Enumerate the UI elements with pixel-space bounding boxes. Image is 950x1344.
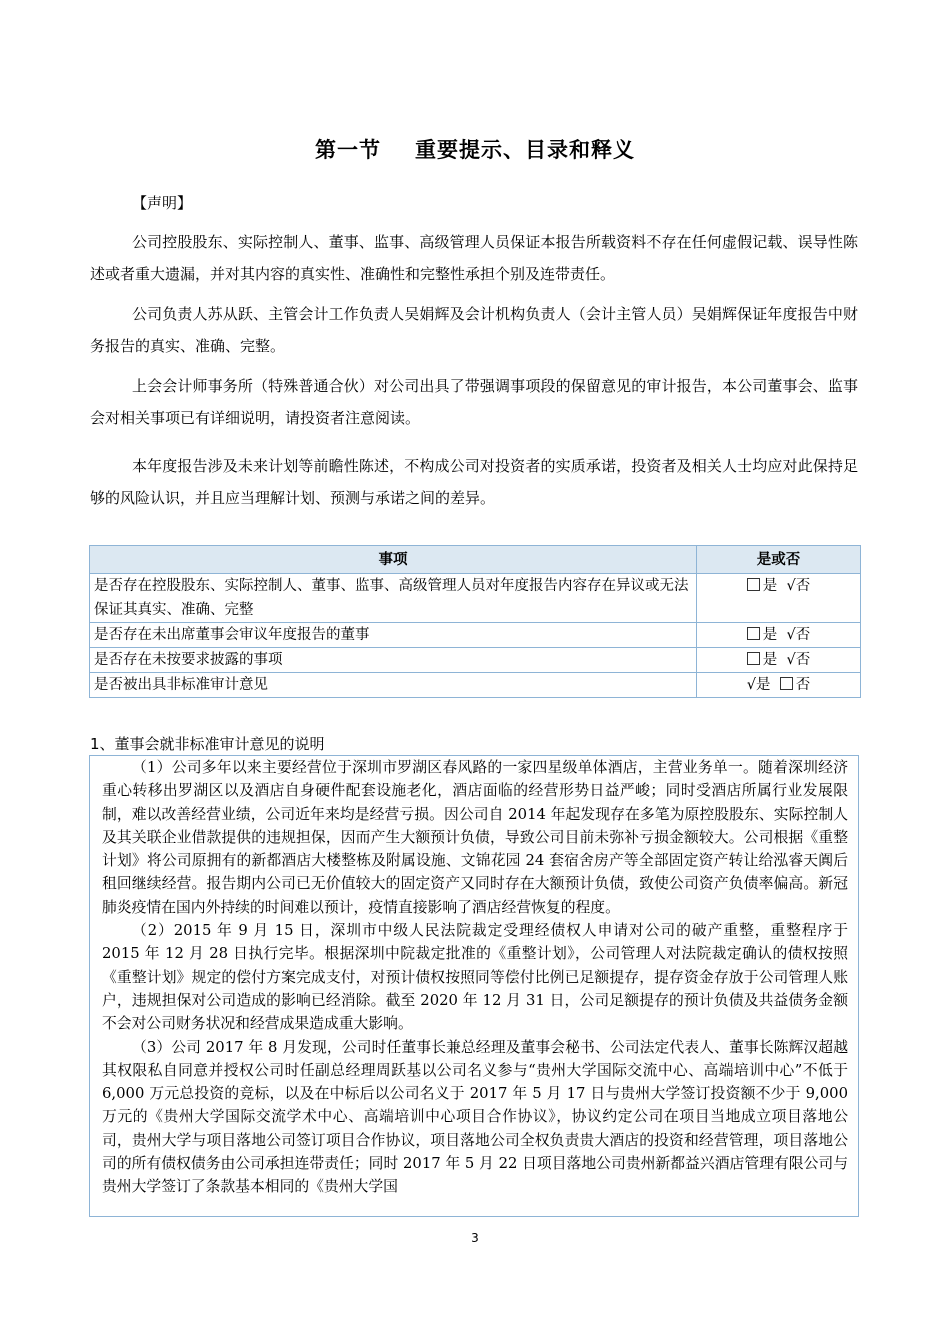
answer-no: √否 <box>786 652 811 668</box>
table-row <box>90 673 861 698</box>
answer-yes: 是 <box>762 627 778 643</box>
answer-no: 否 <box>795 677 811 693</box>
answer-yes: 是 <box>762 652 778 668</box>
answer-no: √否 <box>786 578 811 594</box>
row-answer <box>697 623 861 648</box>
checkbox-icon <box>780 677 793 690</box>
section-number: 第一节 <box>315 138 381 162</box>
column-header-answer: 是或否 <box>697 546 861 574</box>
answer-no: √否 <box>786 627 811 643</box>
declaration-paragraph: 本年度报告涉及未来计划等前瞻性陈述，不构成公司对投资者的实质承诺，投资者及相关人士均应对此保持足够的风险认识，并且应当理解计划、预测与承诺之间的差异。 <box>90 457 858 507</box>
row-answer <box>697 648 861 673</box>
answer-yes: √是 <box>746 677 771 693</box>
row-item-text: 是否存在未出席董事会审议年度报告的董事 <box>90 623 697 648</box>
column-header-item: 事项 <box>90 546 697 574</box>
declaration-paragraph: 公司控股股东、实际控制人、董事、监事、高级管理人员保证本报告所载资料不存在任何虚假记载、误导性陈述或者重大遗漏，并对其内容的真实性、准确性和完整性承担个别及连带责任。 <box>90 233 858 283</box>
declaration-label: 【声明】 <box>132 194 193 212</box>
explanation-paragraph: （1）公司多年以来主要经营位于深圳市罗湖区春风路的一家四星级单体酒店，主营业务单一。随着深圳经济重心转移出罗湖区以及酒店自身硬件配套设施老化，酒店面临的经营形势日益严峻；同时受酒店所属行业发展限制，难以改善经营业绩，公司近年来均是经营亏损。因公司自 2014 年起发现存在多笔为原控股股东、实际控制人及其关联企业借款提供的违规担保，因而产生大额预计负债，导致公司目前未弥补亏损金额较大。公司根据《重整计划》将公司原拥有的新都酒店大楼整栋及附属设施、文锦花园 24 套宿舍房产等全部固定资产转让给泓睿天阗后租回继续经营。报告期内公司已无价值较大的固定资产又同时存在大额预计负债，致使公司资产负债率偏高。新冠肺炎疫情在国内外持续的时间难以预计，疫情直接影响了酒店经营恢复的程度。 <box>102 759 848 916</box>
explanation-box <box>89 755 859 1217</box>
row-item-text: 是否被出具非标准审计意见 <box>90 673 697 698</box>
checkbox-icon <box>747 627 760 640</box>
answer-yes: 是 <box>762 578 778 594</box>
row-answer <box>697 574 861 623</box>
declaration-paragraph: 上会会计师事务所（特殊普通合伙）对公司出具了带强调事项段的保留意见的审计报告，本公司董事会、监事会对相关事项已有详细说明，请投资者注意阅读。 <box>90 377 858 427</box>
explanation-heading: 1、董事会就非标准审计意见的说明 <box>90 735 325 753</box>
row-item-text: 是否存在未按要求披露的事项 <box>90 648 697 673</box>
row-answer <box>697 673 861 698</box>
checkbox-icon <box>747 652 760 665</box>
section-title: 重要提示、目录和释义 <box>415 138 635 162</box>
disclosure-table <box>89 545 861 698</box>
table-row <box>90 623 861 648</box>
checkbox-icon <box>747 578 760 591</box>
explanation-paragraph: （2）2015 年 9 月 15 日，深圳市中级人民法院裁定受理经债权人申请对公司的破产重整，重整程序于 2015 年 12 月 28 日执行完毕。根据深圳中院裁定批准的《重整计划》，公司管理人对法院裁定确认的债权按照《重整计划》规定的偿付方案完成支付，对预计债权按照同等偿付比例已足额提存，提存资金存放于公司管理人账户，违规担保对公司造成的影响已经消除。截至 2020 年 12 月 31 日，公司足额提存的预计负债及共益债务金额不会对公司财务状况和经营成果造成重大影响。 <box>102 922 848 1033</box>
page-title <box>0 134 950 164</box>
table-row <box>90 648 861 673</box>
table-row <box>90 574 861 623</box>
page-number: 3 <box>471 1231 479 1245</box>
explanation-paragraph: （3）公司 2017 年 8 月发现，公司时任董事长兼总经理及董事会秘书、公司法定代表人、董事长陈辉汉超越其权限私自同意并授权公司时任副总经理周跃基以公司名义参与“贵州大学国际交流中心、高端培训中心”不低于 6,000 万元总投资的竞标，以及在中标后以公司名义于 2017 年 5 月 17 日与贵州大学签订投资额不少于 9,000 万元的《贵州大学国际交流学术中心、高端培训中心项目合作协议》，协议约定公司在项目当地成立项目落地公司，贵州大学与项目落地公司签订项目合作协议，项目落地公司全权负责贵大酒店的投资和经营管理，项目落地公司的所有债权债务由公司承担连带责任；同时 2017 年 5 月 22 日项目落地公司贵州新都益兴酒店管理有限公司与贵州大学签订了条款基本相同的《贵州大学国 <box>102 1038 848 1196</box>
declaration-paragraph: 公司负责人苏从跃、主管会计工作负责人吴娟辉及会计机构负责人（会计主管人员）吴娟辉保证年度报告中财务报告的真实、准确、完整。 <box>90 305 858 355</box>
table-header-row <box>90 546 861 574</box>
row-item-text: 是否存在控股股东、实际控制人、董事、监事、高级管理人员对年度报告内容存在异议或无法保证其真实、准确、完整 <box>90 574 697 623</box>
